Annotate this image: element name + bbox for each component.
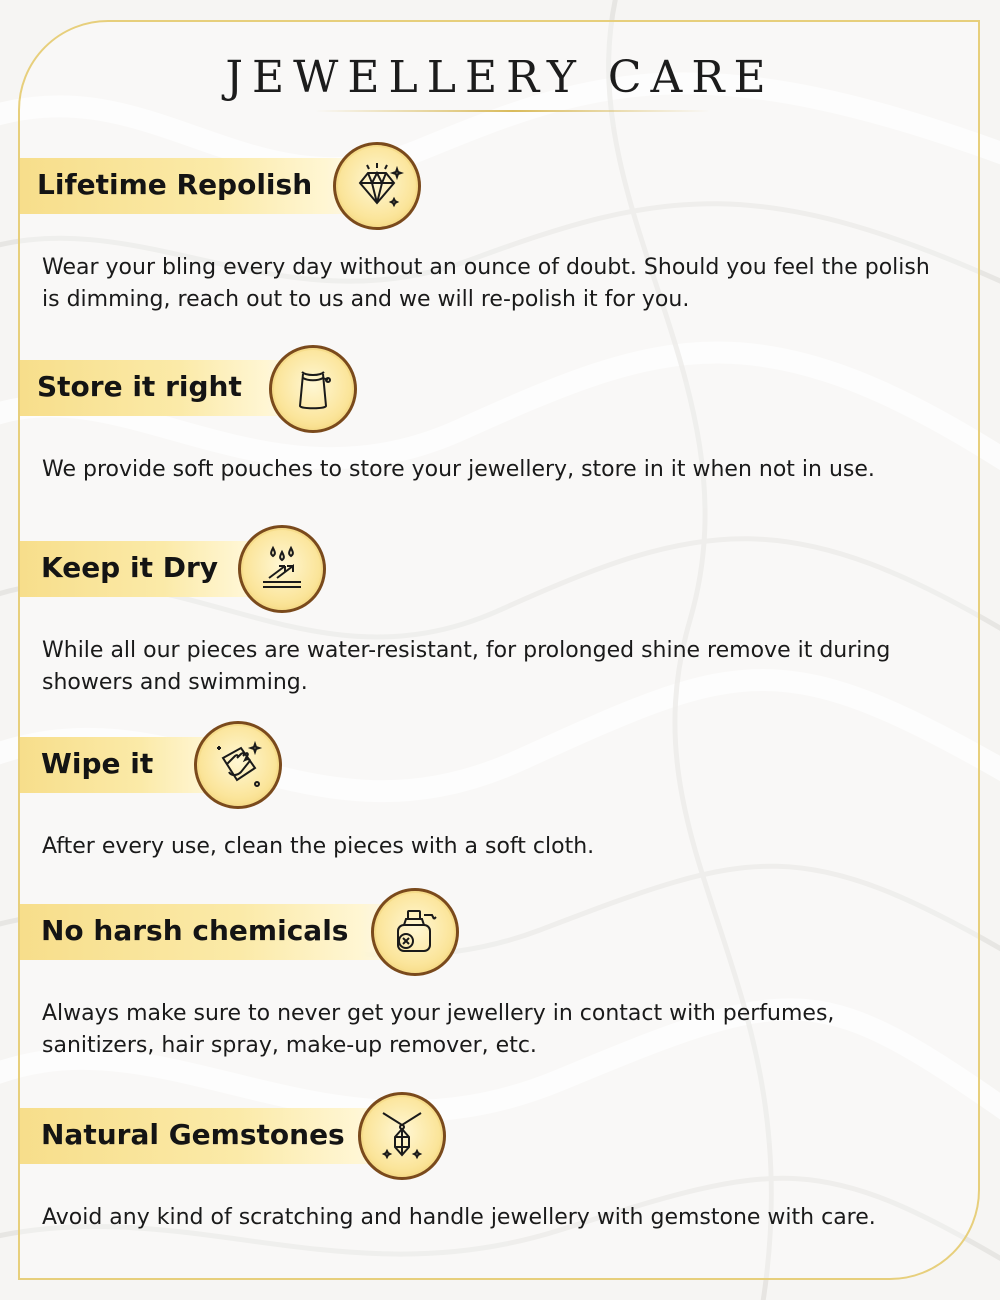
section-heading: Natural Gemstones — [41, 1118, 345, 1151]
section-banner-natural-gemstones — [20, 1108, 415, 1164]
section-description: After every use, clean the pieces with a soft cloth. — [42, 834, 595, 859]
section-heading: No harsh chemicals — [41, 914, 349, 947]
gemstone-pendant-icon — [358, 1092, 446, 1180]
section-description: We provide soft pouches to store your jewellery, store in it when not in use. — [42, 457, 875, 482]
section-heading: Wipe it — [41, 747, 154, 780]
water-resistant-icon — [238, 525, 326, 613]
section-banner-lifetime-repolish — [20, 158, 380, 214]
page-title: JEWELLERY CARE — [225, 52, 775, 103]
wipe-hand-icon — [194, 721, 282, 809]
section-description: Wear your bling every day without an ounce of doubt. Should you feel the polish is dimming, reach out to us and we will re-polish it for you. — [42, 255, 930, 312]
section-description: While all our pieces are water-resistant, for prolonged shine remove it during showers and swimming. — [42, 638, 891, 695]
section-description: Avoid any kind of scratching and handle jewellery with gemstone with care. — [42, 1205, 876, 1230]
section-banner-no-harsh-chemicals — [20, 904, 420, 960]
section-description: Always make sure to never get your jewellery in contact with perfumes, sanitizers, hair spray, make-up remover, etc. — [42, 1001, 835, 1058]
diamond-icon — [333, 142, 421, 230]
section-heading: Store it right — [37, 370, 242, 403]
section-banner-store-it-right — [20, 360, 310, 416]
title-underline — [315, 110, 710, 112]
perfume-bottle-icon — [371, 888, 459, 976]
section-heading: Keep it Dry — [41, 551, 219, 584]
pouch-icon — [269, 345, 357, 433]
section-heading: Lifetime Repolish — [37, 168, 313, 201]
